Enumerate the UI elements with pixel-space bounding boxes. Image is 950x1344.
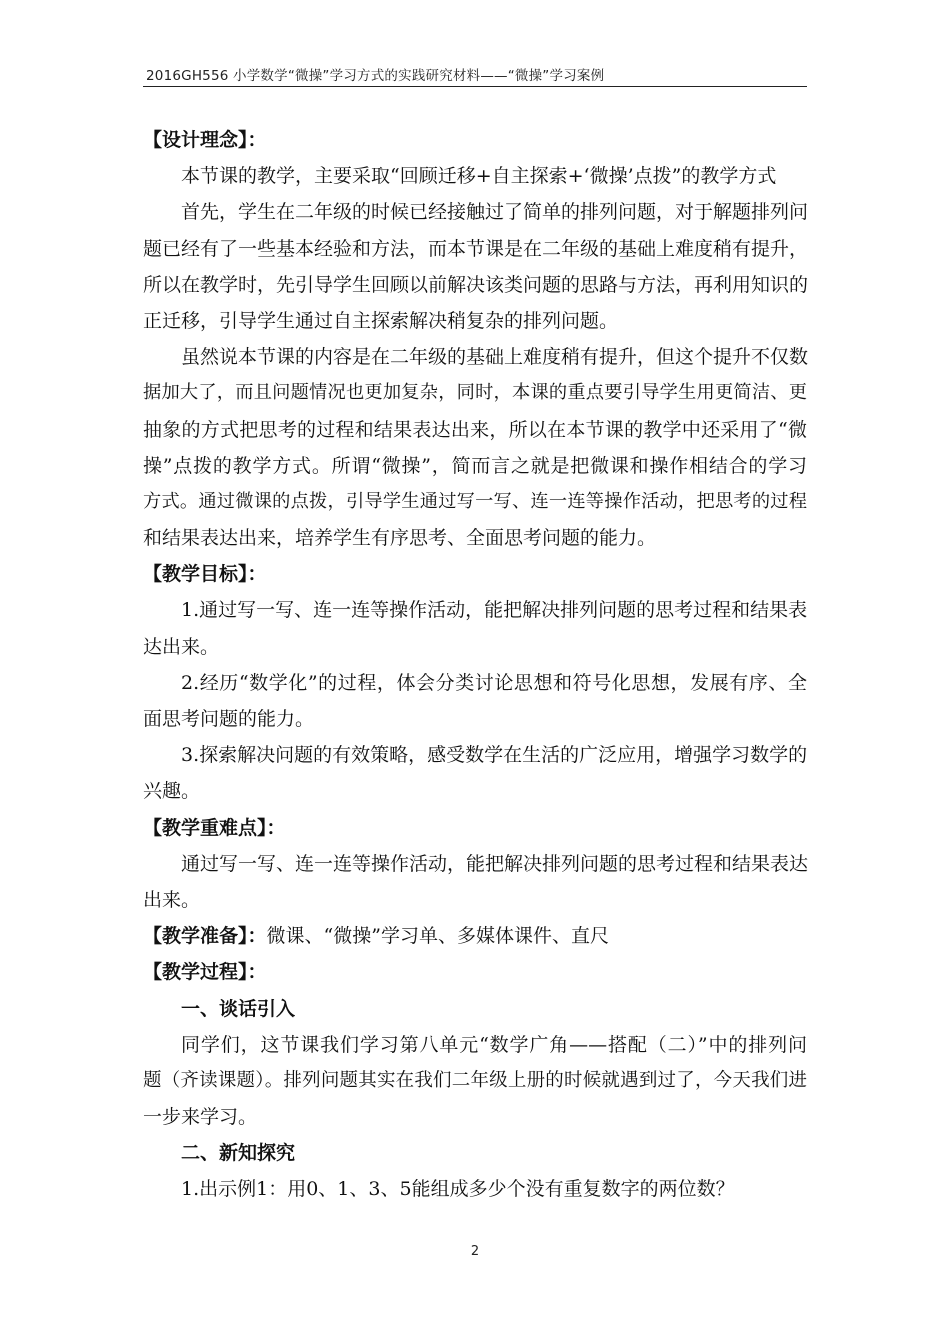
part1-line: 同学们，这节课我们学习第八单元“数学广角——搭配（二）”中的排列问 [181, 1033, 807, 1056]
key-points-line: 通过写一写、连一连等操作活动，能把解决排列问题的思考过程和结果表达 [181, 852, 809, 875]
part1-line: 题（齐读课题）。排列问题其实在我们二年级上册的时候就遇到过了，今天我们进 [143, 1069, 807, 1091]
design-paragraph-line: 所以在教学时，先引导学生回顾以前解决该类问题的思路与方法，再利用知识的 [143, 273, 809, 296]
preparation-heading: 【教学准备】： [143, 925, 267, 948]
design-heading: 【设计理念】： [143, 129, 267, 151]
design-paragraph-line: 正迁移，引导学生通过自主探索解决稍复杂的排列问题。 [143, 309, 619, 332]
design-paragraph-line: 操”点拨的教学方式。所谓“微操”，简而言之就是把微课和操作相结合的学习 [143, 454, 807, 477]
design-paragraph-line: 本节课的教学，主要采取“回顾迁移+自主探索+‘微操’点拨”的教学方式 [181, 165, 777, 188]
running-header: 2016GH556 小学数学“微操”学习方式的实践研究材料——“微操”学习案例 [146, 68, 605, 84]
design-paragraph-line: 方式。通过微课的点拨，引导学生通过写一写、连一连等操作活动，把思考的过程 [143, 490, 807, 512]
design-paragraph-line: 首先，学生在二年级的时候已经接触过了简单的排列问题，对于解题排列问 [181, 201, 809, 224]
goal-line: 1.通过写一写、连一连等操作活动，能把解决排列问题的思考过程和结果表 [181, 599, 808, 622]
key-points-line: 出来。 [143, 888, 201, 911]
preparation-row [143, 918, 807, 954]
goal-line: 兴趣。 [143, 780, 201, 803]
key-points-heading: 【教学重难点】： [143, 816, 286, 839]
page-number: 2 [470, 1244, 480, 1259]
design-paragraph-line: 虽然说本节课的内容是在二年级的基础上难度稍有提升，但这个提升不仅数 [181, 346, 809, 369]
goals-heading: 【教学目标】： [143, 563, 267, 586]
header-divider [143, 86, 807, 87]
preparation-text: 微课、“微操”学习单、多媒体课件、直尺 [266, 925, 609, 948]
goal-line: 面思考问题的能力。 [143, 708, 315, 730]
part1-line: 一步来学习。 [143, 1106, 258, 1129]
process-heading: 【教学过程】： [143, 961, 267, 984]
design-paragraph-line: 据加大了，而且问题情况也更加复杂，同时，本课的重点要引导学生用更简洁、更 [143, 382, 807, 404]
design-paragraph-line: 抽象的方式把思考的过程和结果表达出来，所以在本节课的教学中还采用了“微 [143, 418, 807, 441]
goal-line: 达出来。 [143, 635, 220, 658]
design-paragraph-line: 和结果表达出来，培养学生有序思考、全面思考问题的能力。 [143, 527, 657, 550]
part2-line: 1.出示例1：用0、1、3、5能组成多少个没有重复数字的两位数？ [181, 1178, 735, 1201]
document-body [143, 122, 807, 1208]
goal-line: 2.经历“数学化”的过程，体会分类讨论思想和符号化思想，发展有序、全 [181, 671, 807, 694]
design-paragraph-line: 题已经有了一些基本经验和方法，而本节课是在二年级的基础上难度稍有提升， [143, 237, 809, 260]
part1-title: 一、谈话引入 [181, 997, 296, 1020]
part2-title: 二、新知探究 [181, 1142, 296, 1165]
goal-line: 3.探索解决问题的有效策略，感受数学在生活的广泛应用，增强学习数学的 [181, 744, 808, 767]
